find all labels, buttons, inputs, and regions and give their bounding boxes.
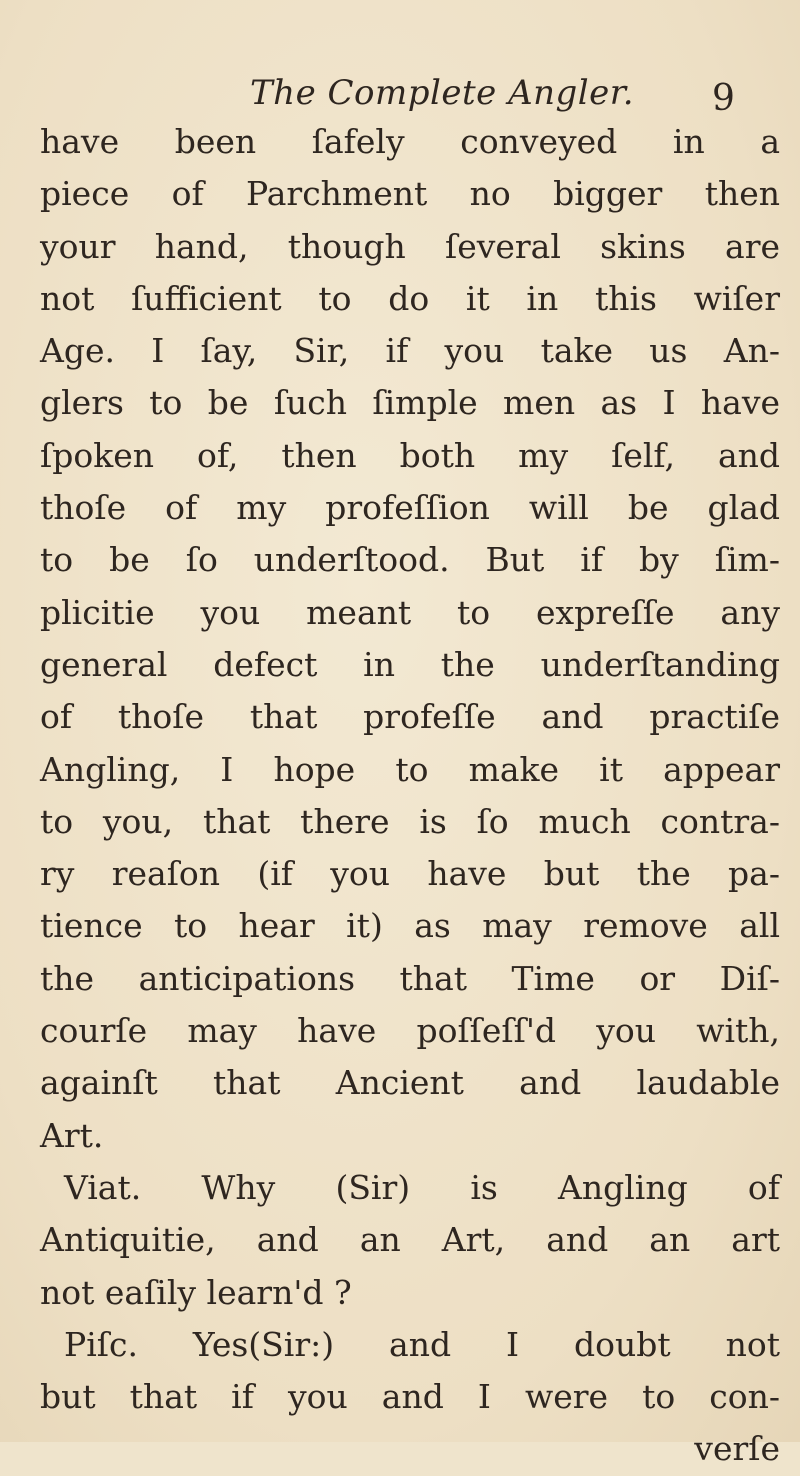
text-line: Age. I ſay, Sir, if you take us An-	[40, 331, 780, 371]
text-line: Antiquitie, and an Art, and an art	[40, 1220, 780, 1260]
text-line: not eaſily learn'd ?	[40, 1272, 352, 1312]
body-text	[40, 116, 780, 1476]
text-line: piece of Parchment no bigger then	[40, 174, 780, 214]
text-line: againſt that Ancient and laudable	[40, 1063, 780, 1103]
text-line: general defect in the underſtanding	[40, 644, 780, 684]
text-line: Viat. Why (Sir) is Angling of	[64, 1167, 780, 1207]
text-line: plicitie you meant to expreſſe any	[40, 592, 780, 632]
text-line: have been ſafely conveyed in a	[40, 122, 780, 161]
text-line: Piſc. Yes(Sir:) and I doubt not	[64, 1324, 780, 1364]
text-line: Angling, I hope to make it appear	[40, 749, 780, 789]
page-header	[0, 70, 800, 119]
text-line: glers to be ſuch ſimple men as I have	[40, 383, 780, 423]
text-line: to you, that there is ſo much contra-	[40, 801, 780, 841]
text-line: your hand, though ſeveral skins are	[40, 226, 780, 266]
text-line: thoſe of my profeſſion will be glad	[40, 488, 780, 528]
page-number: 9	[712, 78, 735, 119]
text-line: of thoſe that profeſſe and practiſe	[40, 697, 780, 737]
running-title: The Complete Angler.	[250, 73, 635, 113]
text-line: ry reaſon (if you have but the pa-	[40, 854, 780, 894]
text-line: but that if you and I were to con-	[40, 1377, 780, 1417]
text-line: Art.	[40, 1115, 104, 1155]
text-line: ſpoken of, then both my ſelf, and	[40, 435, 780, 475]
text-line: courſe may have poſſeſſ'd you with,	[40, 1011, 780, 1051]
catchword: verſe	[694, 1429, 780, 1469]
text-line: the anticipations that Time or Diſ-	[40, 958, 780, 998]
text-line: to be ſo underſtood. But if by ſim-	[40, 540, 780, 580]
text-line: tience to hear it) as may remove all	[40, 906, 780, 946]
text-line: not ſufficient to do it in this wiſer	[40, 278, 780, 318]
